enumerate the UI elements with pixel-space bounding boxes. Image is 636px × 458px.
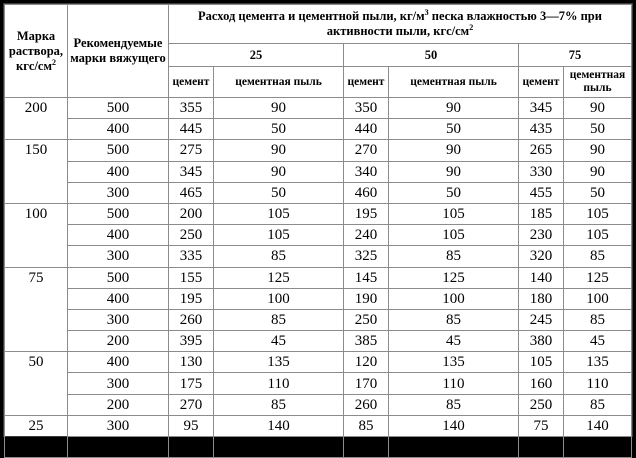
cement-dust-value-cell: 110 xyxy=(214,373,344,394)
cement-dust-value-cell: 135 xyxy=(564,352,632,373)
subheader-cement: цемент xyxy=(519,67,564,98)
cement-value-cell: 250 xyxy=(344,309,389,330)
cement-dust-value-cell: 85 xyxy=(214,246,344,267)
cement-dust-value-cell: 125 xyxy=(389,437,519,458)
header-activity-75: 75 xyxy=(519,44,632,67)
cement-value-cell: 155 xyxy=(169,267,214,288)
cement-value-cell: 95 xyxy=(169,415,214,436)
cement-value-cell: 250 xyxy=(169,225,214,246)
binder-grade-cell: 300 xyxy=(68,373,169,394)
table-frame xyxy=(3,3,633,456)
cement-value-cell: 395 xyxy=(169,331,214,352)
cement-value-cell: 465 xyxy=(169,182,214,203)
header-activity-25: 25 xyxy=(169,44,344,67)
cement-dust-value-cell: 105 xyxy=(214,203,344,224)
cement-dust-value-cell: 135 xyxy=(389,352,519,373)
table-row xyxy=(5,161,632,182)
cement-dust-value-cell: 100 xyxy=(389,288,519,309)
binder-grade-cell: 400 xyxy=(68,352,169,373)
cement-value-cell: 195 xyxy=(344,203,389,224)
cement-dust-value-cell: 125 xyxy=(214,437,344,458)
cement-dust-value-cell: 140 xyxy=(214,415,344,436)
cement-value-cell: 175 xyxy=(169,373,214,394)
cement-dust-value-cell: 50 xyxy=(389,119,519,140)
binder-grade-cell: 200 xyxy=(68,331,169,352)
cement-dust-value-cell: 45 xyxy=(214,331,344,352)
cement-dust-value-cell: 90 xyxy=(389,140,519,161)
binder-grade-cell: 400 xyxy=(68,288,169,309)
cement-value-cell: 230 xyxy=(519,225,564,246)
table-row xyxy=(5,437,632,458)
cement-value-cell: 345 xyxy=(169,161,214,182)
cement-value-cell: 195 xyxy=(169,288,214,309)
binder-grade-cell: 300 xyxy=(68,309,169,330)
cement-value-cell: 250 xyxy=(519,394,564,415)
cement-dust-value-cell: 50 xyxy=(214,182,344,203)
cement-dust-value-cell: 50 xyxy=(564,119,632,140)
cement-value-cell: 270 xyxy=(344,140,389,161)
cement-dust-value-cell: 90 xyxy=(214,140,344,161)
table-row xyxy=(5,331,632,352)
cement-value-cell: 120 xyxy=(344,352,389,373)
cement-dust-value-cell: 100 xyxy=(214,288,344,309)
header-consumption-title: Расход цемента и цементной пыли, $кг/м^3$ песка влажностью 3—7% при активности пыли, кгс/$см^2$ xyxy=(169,5,632,44)
binder-grade-cell: 400 xyxy=(68,225,169,246)
table-row xyxy=(5,373,632,394)
mortar-grade-cell: 100 xyxy=(5,203,68,267)
table-row xyxy=(5,309,632,330)
cement-dust-value-cell: 90 xyxy=(389,161,519,182)
header-mortar-grade: Марка раствора, кгс/$см^2$ xyxy=(5,5,68,98)
subheader-cement: цемент xyxy=(169,67,214,98)
cement-value-cell: 265 xyxy=(519,140,564,161)
table-row xyxy=(5,225,632,246)
mortar-grade-cell: 200 xyxy=(5,98,68,140)
cement-dust-value-cell: 140 xyxy=(389,415,519,436)
table-row xyxy=(5,182,632,203)
subheader-cement-dust: цементная пыль xyxy=(214,67,344,98)
cement-value-cell: 75 xyxy=(519,415,564,436)
cement-dust-value-cell: 85 xyxy=(214,309,344,330)
cement-dust-value-cell: 90 xyxy=(564,140,632,161)
table-row xyxy=(5,203,632,224)
binder-grade-cell: 300 xyxy=(68,182,169,203)
cement-dust-value-cell: 110 xyxy=(564,373,632,394)
cement-dust-value-cell: 110 xyxy=(389,373,519,394)
cement-value-cell: 145 xyxy=(344,267,389,288)
table-row xyxy=(5,246,632,267)
subheader-cement: цемент xyxy=(344,67,389,98)
cement-value-cell: 345 xyxy=(519,98,564,119)
cement-value-cell: 140 xyxy=(169,437,214,458)
cement-dust-value-cell: 125 xyxy=(564,437,632,458)
cement-dust-value-cell: 85 xyxy=(564,309,632,330)
cement-dust-value-cell: 50 xyxy=(564,182,632,203)
cement-dust-value-cell: 100 xyxy=(564,288,632,309)
binder-grade-cell: 500 xyxy=(68,203,169,224)
cement-dust-value-cell: 85 xyxy=(389,394,519,415)
cement-dust-value-cell: 105 xyxy=(564,225,632,246)
cement-dust-value-cell: 125 xyxy=(389,267,519,288)
header-recommended-binder: Рекомендуемые марки вяжущего xyxy=(68,5,169,98)
cement-value-cell: 440 xyxy=(344,119,389,140)
cement-value-cell: 385 xyxy=(344,331,389,352)
cement-dust-value-cell: 105 xyxy=(564,203,632,224)
cement-value-cell: 180 xyxy=(519,288,564,309)
cement-value-cell: 245 xyxy=(519,309,564,330)
mortar-grade-cell: 75 xyxy=(5,267,68,352)
cement-value-cell: 240 xyxy=(344,225,389,246)
cement-value-cell: 190 xyxy=(344,288,389,309)
cement-dust-value-cell: 125 xyxy=(564,267,632,288)
binder-grade-cell: 300 xyxy=(68,415,169,436)
cement-value-cell: 140 xyxy=(519,267,564,288)
cement-value-cell: 160 xyxy=(519,373,564,394)
binder-grade-cell: 200 xyxy=(68,437,169,458)
cement-dust-value-cell: 85 xyxy=(564,394,632,415)
binder-grade-cell: 400 xyxy=(68,161,169,182)
subheader-cement-dust: цементная пыль xyxy=(389,67,519,98)
table-row xyxy=(5,288,632,309)
table-row xyxy=(5,267,632,288)
cement-dust-value-cell: 90 xyxy=(564,161,632,182)
mortar-grade-cell: 25 xyxy=(5,415,68,457)
cement-dust-value-cell: 45 xyxy=(389,331,519,352)
mortar-grade-cell: 50 xyxy=(5,352,68,416)
cement-dust-value-cell: 135 xyxy=(214,352,344,373)
cement-value-cell: 460 xyxy=(344,182,389,203)
cement-value-cell: 455 xyxy=(519,182,564,203)
table-row xyxy=(5,394,632,415)
cement-dust-value-cell: 105 xyxy=(389,225,519,246)
cement-value-cell: 380 xyxy=(519,331,564,352)
cement-value-cell: 335 xyxy=(169,246,214,267)
cement-dust-value-cell: 85 xyxy=(389,246,519,267)
cement-dust-value-cell: 90 xyxy=(564,98,632,119)
cement-value-cell: 330 xyxy=(519,161,564,182)
cement-value-cell: 260 xyxy=(169,309,214,330)
cement-dust-value-cell: 105 xyxy=(389,203,519,224)
binder-grade-cell: 500 xyxy=(68,98,169,119)
cement-value-cell: 105 xyxy=(519,352,564,373)
cement-dust-value-cell: 85 xyxy=(389,309,519,330)
binder-grade-cell: 500 xyxy=(68,267,169,288)
table-row xyxy=(5,98,632,119)
table-row xyxy=(5,119,632,140)
cement-dust-value-cell: 50 xyxy=(389,182,519,203)
cement-value-cell: 275 xyxy=(169,140,214,161)
cement-value-cell: 130 xyxy=(344,437,389,458)
binder-grade-cell: 300 xyxy=(68,246,169,267)
binder-grade-cell: 200 xyxy=(68,394,169,415)
cement-dust-value-cell: 105 xyxy=(214,225,344,246)
table-row xyxy=(5,415,632,436)
cement-value-cell: 355 xyxy=(169,98,214,119)
cement-value-cell: 85 xyxy=(344,415,389,436)
cement-value-cell: 270 xyxy=(169,394,214,415)
table-row xyxy=(5,352,632,373)
header-activity-50: 50 xyxy=(344,44,519,67)
cement-dust-value-cell: 140 xyxy=(564,415,632,436)
cement-value-cell: 435 xyxy=(519,119,564,140)
cement-value-cell: 200 xyxy=(169,203,214,224)
subheader-cement-dust: цементная пыль xyxy=(564,67,632,98)
cement-dust-value-cell: 45 xyxy=(564,331,632,352)
table-row xyxy=(5,140,632,161)
cement-value-cell: 130 xyxy=(169,352,214,373)
cement-value-cell: 325 xyxy=(344,246,389,267)
table-body xyxy=(5,98,632,458)
cement-value-cell: 170 xyxy=(344,373,389,394)
cement-dust-value-cell: 90 xyxy=(214,98,344,119)
cement-value-cell: 260 xyxy=(344,394,389,415)
cement-dust-value-cell: 50 xyxy=(214,119,344,140)
cement-value-cell: 350 xyxy=(344,98,389,119)
binder-grade-cell: 500 xyxy=(68,140,169,161)
mortar-grade-cell: 150 xyxy=(5,140,68,204)
cement-dust-value-cell: 85 xyxy=(564,246,632,267)
cement-value-cell: 320 xyxy=(519,246,564,267)
cement-consumption-table xyxy=(4,4,632,458)
cement-dust-value-cell: 90 xyxy=(214,161,344,182)
cement-value-cell: 445 xyxy=(169,119,214,140)
binder-grade-cell: 400 xyxy=(68,119,169,140)
cement-dust-value-cell: 85 xyxy=(214,394,344,415)
cement-value-cell: 340 xyxy=(344,161,389,182)
cement-dust-value-cell: 125 xyxy=(214,267,344,288)
cement-value-cell: 185 xyxy=(519,203,564,224)
cement-value-cell: 125 xyxy=(519,437,564,458)
cement-dust-value-cell: 90 xyxy=(389,98,519,119)
